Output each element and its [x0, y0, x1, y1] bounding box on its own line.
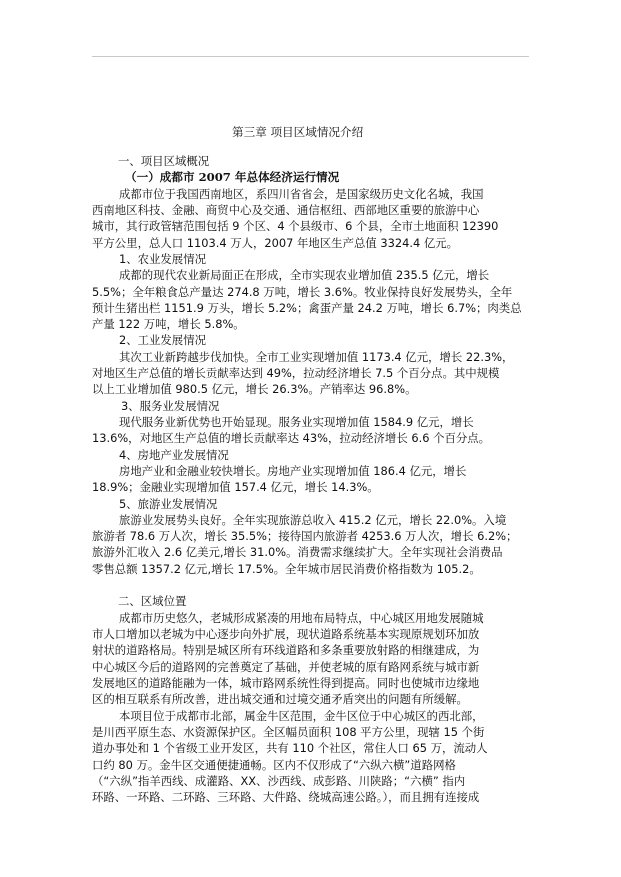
paragraph-line: 成都市位于我国西南地区，系四川省省会，是国家级历史文化名城，我国 — [119, 187, 484, 201]
paragraph-line: 市人口增加以老城为中心逐步向外扩展，现状道路系统基本实现原规划环加放 — [92, 627, 480, 641]
paragraph-line: 区的相互联系有所改善，进出城交通和过境交通矛盾突出的问题有所缓解。 — [92, 692, 468, 706]
paragraph-line: 道办事处和 1 个省级工业开发区，共有 110 个社区，常住人口 65 万，流动人 — [92, 741, 488, 755]
paragraph-line: 平方公里，总人口 1103.4 万人，2007 年地区生产总值 3324.4 亿元。 — [92, 236, 459, 250]
subheading: 1、农业发展情况 — [119, 252, 206, 266]
subsection-heading: （一）成都市 2007 年总体经济运行情况 — [125, 170, 340, 184]
paragraph-line: 13.6%，对地区生产总值的增长贡献率达 43%，拉动经济增长 6.6 个百分点。 — [92, 431, 491, 445]
paragraph-line: 射状的道路格局。特别是城区所有环线道路和多条重要放射路的相继建成，为 — [92, 643, 480, 657]
subheading: 4、房地产业发展情况 — [119, 448, 229, 462]
paragraph-line: 中心城区今后的道路网的完善奠定了基础，并使老城的原有路网系统与城市新 — [92, 660, 480, 674]
subheading: 2、工业发展情况 — [119, 333, 206, 347]
paragraph-line: 旅游者 78.6 万人次，增长 35.5%；接待国内旅游者 4253.6 万人次，增长 6.2%； — [92, 529, 518, 543]
paragraph-line: 零售总额 1357.2 亿元,增长 17.5%。全年城市居民消费价格指数为 105.2。 — [92, 562, 481, 576]
paragraph-line: 是川西平原生态、水资源保护区。全区幅员面积 108 平方公里，现辖 15 个街 — [92, 725, 485, 739]
paragraph-line: 城市，其行政管辖范围包括 9 个区、4 个县级市、6 个县，全市土地面积 12390 — [92, 219, 499, 233]
paragraph-line: 本项目位于成都市北部，属金牛区范围，金牛区位于中心城区的西北部， — [119, 709, 484, 723]
paragraph-line: 对地区生产总值的增长贡献率达到 49%，拉动经济增长 7.5 个百分点。其中规模 — [92, 366, 500, 380]
paragraph-line: 产量 122 万吨，增长 5.8%。 — [92, 317, 245, 331]
paragraph-line: 5.5%；全年粮食总产量达 274.8 万吨，增长 3.6%。牧业保持良好发展势头，全年 — [92, 285, 513, 299]
header-rule — [92, 56, 529, 57]
paragraph-line: 预计生猪出栏 1151.9 万头，增长 5.2%；禽蛋产量 24.2 万吨，增长 6.7%；肉类总 — [92, 301, 522, 315]
subheading: 5、旅游业发展情况 — [119, 497, 218, 511]
paragraph-line: 环路、一环路、二环路、三环路、大件路、绕城高速公路。），而且拥有连接成 — [92, 790, 480, 804]
paragraph-line: 以上工业增加值 980.5 亿元，增长 26.3%。产销率达 96.8%。 — [92, 382, 417, 396]
paragraph-line: 口约 80 万。金牛区交通便捷通畅。区内不仅形成了“六纵六横”道路网格 — [92, 758, 456, 772]
paragraph-line: 旅游业发展势头良好。全年实现旅游总收入 415.2 亿元，增长 22.0%。入境 — [119, 513, 507, 527]
paragraph-line: 发展地区的道路能融为一体，城市路网系统性得到提高。同时也使城市边缘地 — [92, 676, 480, 690]
paragraph-line: 旅游外汇收入 2.6 亿美元,增长 31.0%。消费需求继续扩大。全年实现社会消费品 — [92, 545, 503, 559]
paragraph-line: 房地产业和金融业较快增长。房地产业实现增加值 186.4 亿元，增长 — [119, 464, 467, 478]
paragraph-line: （“六纵”指羊西线、成灌路、XX、沙西线、成彭路、川陕路；“六横” 指内 — [92, 774, 466, 788]
paragraph-line: 成都的现代农业新局面正在形成，全市实现农业增加值 235.5 亿元，增长 — [119, 268, 490, 282]
paragraph-line: 18.9%；金融业实现增加值 157.4 亿元，增长 14.3%。 — [92, 480, 379, 494]
paragraph-line: 成都市历史悠久，老城形成紧凑的用地布局特点，中心城区用地发展随城 — [119, 611, 484, 625]
chapter-title: 第三章 项目区域情况介绍 — [232, 125, 364, 139]
section-heading: 二、区域位置 — [118, 594, 187, 608]
paragraph-line: 现代服务业新优势也开始显现。服务业实现增加值 1584.9 亿元，增长 — [119, 415, 474, 429]
paragraph-line: 西南地区科技、金融、商贸中心及交通、通信枢纽、西部地区重要的旅游中心 — [92, 203, 480, 217]
section-heading: 一、项目区域概况 — [118, 154, 210, 168]
subheading: 3、服务业发展情况 — [121, 399, 220, 413]
paragraph-line: 其次工业新跨越步伐加快。全市工业实现增加值 1173.4 亿元，增长 22.3%， — [119, 350, 514, 364]
